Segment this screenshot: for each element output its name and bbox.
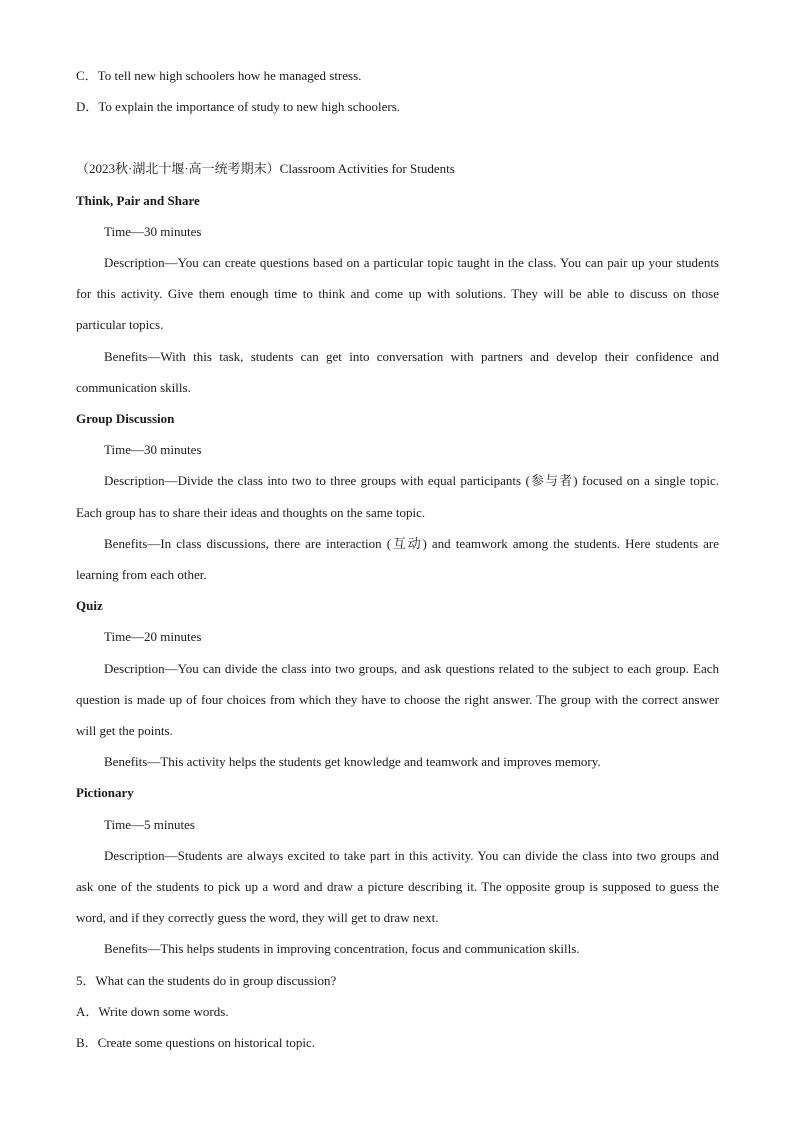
activity-description: Description—You can create questions based on a particular topic taught in the class. You can pair up your students for this activity. Give them enough time to think and come up with solutions. They will be able to discuss on those particular topics. xyxy=(76,255,719,333)
activity-benefits: Benefits—This activity helps the students get knowledge and teamwork and improves memory. xyxy=(104,754,601,770)
activity-benefits: Benefits—In class discussions, there are interaction (互动) and teamwork among the students. Here students are learning from each other. xyxy=(76,535,719,583)
option-letter: C． xyxy=(76,68,98,83)
option-text: To explain the importance of study to new high schoolers. xyxy=(98,99,401,115)
activity-time: Time—30 minutes xyxy=(104,442,202,458)
document-page xyxy=(76,60,719,1058)
activity-title: Pictionary xyxy=(76,785,134,801)
option-b xyxy=(76,1027,719,1058)
activity-time: Time—20 minutes xyxy=(104,629,202,645)
option-text: Write down some words. xyxy=(98,1003,229,1019)
activity-description: Description—You can divide the class into two groups, and ask questions related to the subject to each group. Each question is made up of four choices from which they have to choose the right answer. The group with the correct answer will get the points. xyxy=(76,660,719,739)
activity-title: Quiz xyxy=(76,598,103,614)
passage-source: （2023秋·湖北十堰·高一统考期末）Classroom Activities for Students xyxy=(76,161,455,177)
question-stem: 5．What can the students do in group discussion? xyxy=(76,972,337,988)
option-d xyxy=(76,91,719,122)
option-text: Create some questions on historical topic. xyxy=(97,1035,316,1051)
activity-time: Time—5 minutes xyxy=(104,816,195,832)
option-text: To tell new high schoolers how he managed stress. xyxy=(97,68,362,83)
option-a xyxy=(76,996,719,1027)
activity-title: Group Discussion xyxy=(76,411,175,427)
activity-benefits: Benefits—This helps students in improving concentration, focus and communication skills. xyxy=(104,941,580,957)
spacer xyxy=(76,122,719,153)
option-letter: D． xyxy=(76,99,99,115)
option-c xyxy=(76,60,719,91)
activity-description: Description—Students are always excited to take part in this activity. You can divide the class into two groups and ask one of the students to pick up a word and draw a picture describing it. The opposite group is supposed to guess the word, and if they correctly guess the word, they will get to draw next. xyxy=(76,847,719,926)
option-letter: A． xyxy=(76,1003,99,1019)
activity-time: Time—30 minutes xyxy=(104,223,202,239)
activity-title: Think, Pair and Share xyxy=(76,192,200,208)
option-letter: B． xyxy=(76,1035,98,1051)
activity-description: Description—Divide the class into two to three groups with equal participants (参与者) focused on a single topic. Each group has to share their ideas and thoughts on the same topic. xyxy=(76,473,719,520)
activity-benefits: Benefits—With this task, students can get into conversation with partners and develop their confidence and communication skills. xyxy=(76,348,719,395)
